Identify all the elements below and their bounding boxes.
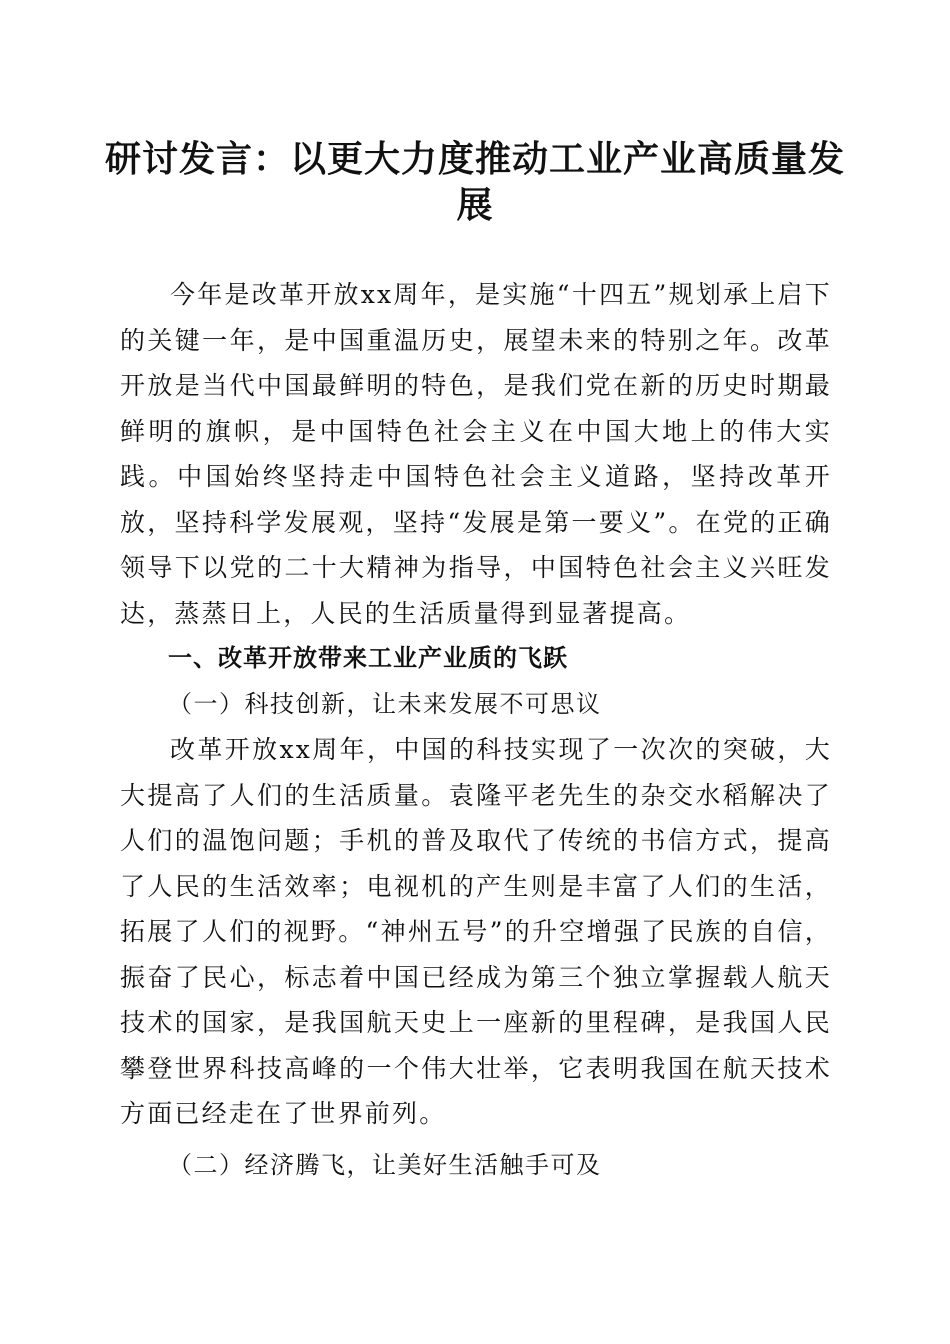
document-body (120, 272, 832, 1188)
document-title: 研讨发言：以更大力度推动工业产业高质量发展 (104, 138, 845, 226)
subsection-heading-1: （一）科技创新，让未来发展不可思议 (168, 689, 602, 718)
subsection-heading-2: （二）经济腾飞，让美好生活触手可及 (168, 1150, 602, 1179)
section-heading-1: 一、改革开放带来工业产业质的飞跃 (168, 644, 568, 672)
subsection-paragraph-1: 改革开放xx周年，中国的科技实现了一次次的突破，大大提高了人们的生活质量。袁隆平老先生的杂交水稻解决了人们的温饱问题；手机的普及取代了传统的书信方式，提高了人民的生活效率；电视机的产生则是丰富了人们的生活，拓展了人们的视野。“神州五号”的升空增强了民族的自信，振奋了民心，标志着中国已经成为第三个独立掌握载人航天技术的国家，是我国航天史上一座新的里程碑，是我国人民攀登世界科技高峰的一个伟大壮举，它表明我国在航天技术方面已经走在了世界前列。 (120, 735, 832, 1128)
intro-paragraph: 今年是改革开放xx周年，是实施“十四五”规划承上启下的关键一年，是中国重温历史，展望未来的特别之年。改革开放是当代中国最鲜明的特色，是我们党在新的历史时期最鲜明的旗帜，是中国特色社会主义在中国大地上的伟大实践。中国始终坚持走中国特色社会主义道路，坚持改革开放，坚持科学发展观，坚持“发展是第一要义”。在党的正确领导下以党的二十大精神为指导，中国特色社会主义兴旺发达，蒸蒸日上，人民的生活质量得到显著提高。 (120, 280, 832, 628)
